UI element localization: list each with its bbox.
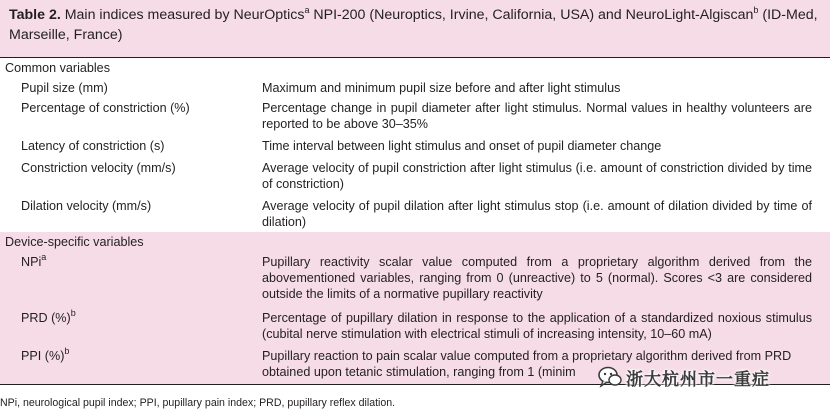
table-caption	[0, 0, 830, 57]
variable-definition: Percentage change in pupil diameter after light stimulus. Normal values in healthy volunteers are reported to be above 30–35%	[262, 101, 812, 131]
variable-sup: b	[64, 346, 70, 356]
variable-name: Latency of constriction (s)	[21, 139, 165, 153]
variable-name	[21, 348, 251, 364]
variable-definition: Time interval between light stimulus and onset of pupil diameter change	[262, 139, 662, 153]
variable-definition: Pupillary reactivity scalar value computed from a proprietary algorithm derived from the abovementioned variables, ranging from 0 (unreactive) to 5 (normal). Scores <3 are considered outside the limits of a normative pupillary reactivity	[262, 255, 812, 301]
variable-name: Dilation velocity (mm/s)	[21, 199, 152, 213]
watermark-text: 浙大杭州市一重症	[626, 369, 770, 389]
device-specific-section	[0, 232, 830, 384]
common-variables-section	[0, 58, 830, 232]
section-title-device: Device-specific variables	[5, 235, 144, 249]
variable-name: Percentage of constriction (%)	[21, 101, 190, 115]
variable-definition: Average velocity of pupil dilation after light stimulus stop (i.e. amount of dilation divided by time of dilation)	[262, 199, 812, 229]
table-number: Table 2.	[9, 7, 61, 23]
caption-text-c: (ID-Med, Marseille, France)	[9, 7, 818, 43]
variable-sup: a	[41, 252, 47, 262]
variable-sup: b	[70, 308, 76, 318]
section-title-common: Common variables	[5, 61, 110, 75]
caption-sup-b: b	[753, 5, 759, 15]
variable-name: Constriction velocity (mm/s)	[21, 161, 176, 175]
table-footnote: NPi, neurological pupil index; PPI, pupillary pain index; PRD, pupillary reflex dilation.	[0, 397, 396, 409]
variable-name	[21, 310, 251, 326]
caption-text-a: Main indices measured by NeurOptics	[60, 7, 305, 23]
variable-name	[21, 254, 251, 270]
variable-name-text: NPi	[21, 255, 42, 269]
variable-name-text: PPI (%)	[21, 349, 65, 363]
chat-bubble-icon	[598, 366, 622, 388]
variable-name-text: PRD (%)	[21, 311, 71, 325]
caption-text-b: NPI-200 (Neuroptics, Irvine, California, USA) and NeuroLight-Algiscan	[309, 7, 754, 23]
variable-definition: Pupillary reaction to pain scalar value computed from a proprietary algorithm derived from PRD obtained upon tetanic stimulation, ranging from 1 (minim	[262, 349, 792, 379]
variable-definition: Average velocity of pupil constriction after light stimulus (i.e. amount of constriction divided by time of constriction)	[262, 161, 812, 191]
caption-sup-a: a	[304, 5, 310, 15]
variable-name: Pupil size (mm)	[21, 81, 108, 95]
watermark	[598, 364, 770, 390]
variable-definition: Maximum and minimum pupil size before and after light stimulus	[262, 81, 621, 95]
variable-definition: Percentage of pupillary dilation in response to the application of a standardized noxious stimulus (cubital nerve stimulation with electrical stimuli of increasing intensity, 10–60 mA)	[262, 311, 812, 341]
